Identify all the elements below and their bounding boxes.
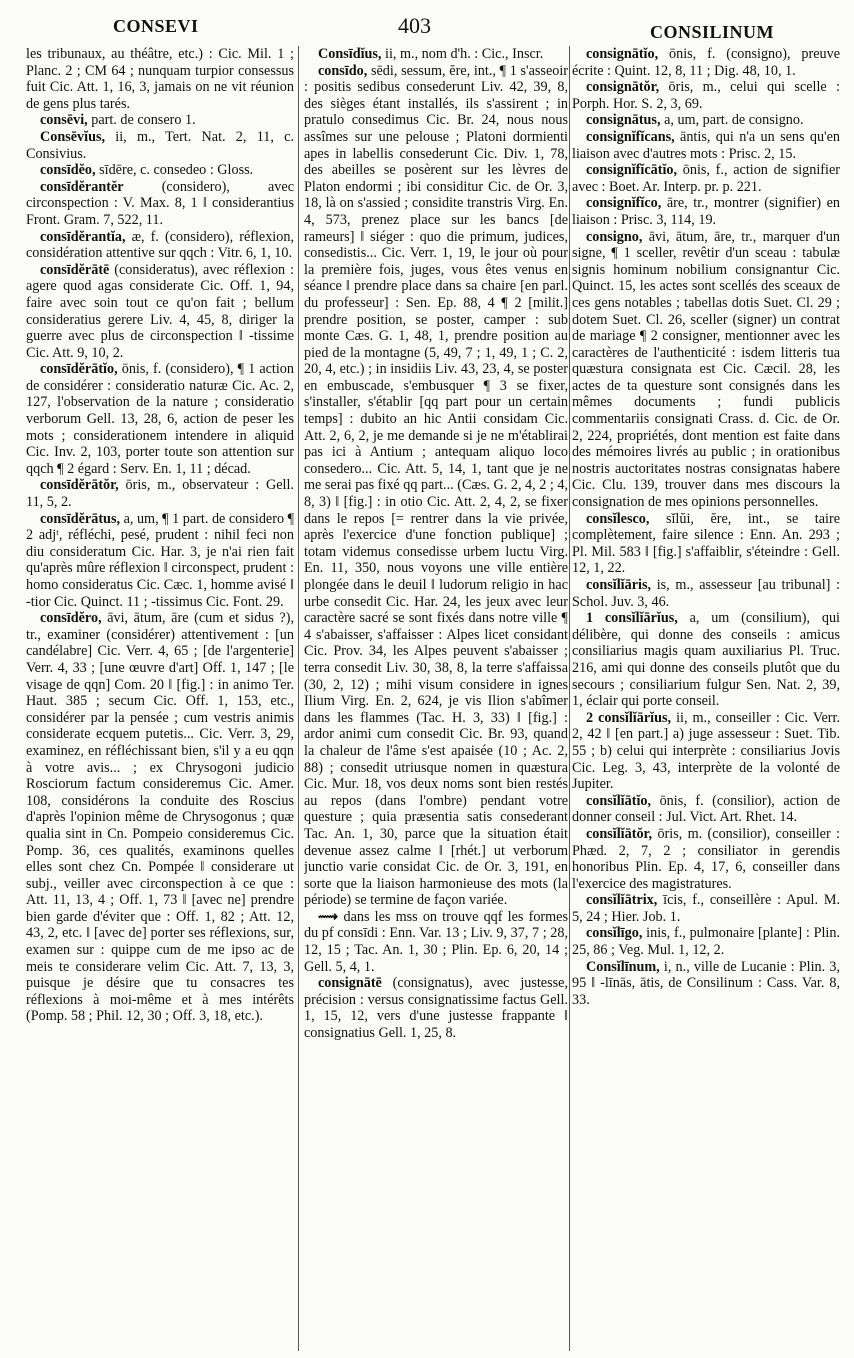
entry-text: ōris, m. (consilior), conseiller : Phæd. 2, 7, 2 ; consiliator in gerendis honoribus Plin. Ep. 4, 17, 6, conseiller dans l'exercice des magistratures. xyxy=(572,825,840,892)
column-divider xyxy=(569,46,570,1351)
dictionary-entry xyxy=(304,975,568,1041)
entry-headword: consēvi, xyxy=(40,112,88,129)
entry-headword: consignĭfĭcans, xyxy=(586,128,675,145)
dictionary-entry xyxy=(26,511,294,611)
header-right-word: CONSILINUM xyxy=(650,22,775,42)
entry-headword: 2 consĭlĭārĭus, xyxy=(586,709,672,726)
entry-headword: consĭlĭātŏr, xyxy=(586,825,653,842)
entry-headword: consīdĕro, xyxy=(40,610,102,627)
dictionary-entry xyxy=(572,46,840,79)
entry-text: ii, m., nom d'h. : Cic., Inscr. xyxy=(381,46,544,62)
entry-headword: ⟿ xyxy=(318,908,339,925)
entry-text: sĭlŭi, ĕre, int., se taire complètement, faire silence : Enn. An. 293 ; Pl. Mil. 583 ‖ [fig.] s'affaiblir, s'éteindre : Gell. 12, 1, 22. xyxy=(572,510,840,577)
entry-headword: consīdĕrātŏr, xyxy=(40,477,119,494)
dictionary-entry xyxy=(572,826,840,892)
entry-text: āntis, qui n'a un sens qu'en liaison avec d'autres mots : Prisc. 2, 15. xyxy=(572,128,840,162)
header-left-word: CONSEVI xyxy=(113,16,199,36)
dictionary-entry xyxy=(26,361,294,477)
entry-text: is, m., assesseur [au tribunal] : Schol. Juv. 3, 46. xyxy=(572,577,840,610)
entry-text: īcis, f., conseillère : Apul. M. 5, 24 ; Hier. Job. 1. xyxy=(572,892,840,925)
entry-text: sēdi, sessum, ĕre, int., ¶ 1 s'asseoir : positis sedibus consederunt Liv. 42, 39, 8, des sièges étant installés, ils s'assirent ; in pratulo consedimus Cic. Br. 24, nous nous assîmes sur une pelouse ; Platoni dormienti apes in labellis consederunt Cic. Div. 1, 78, des abeilles se posèrent sur les lèvres de Platon endormi ; ibi considitur Cic. de Or. 3, 18, là on s'assied ; considite transtris Virg. En. 4, 573, prenez place sur les bancs [de rameurs] ‖ siéger : quo die primum, judices, consedistis... Cic. Verr. 1, 19, le jour où pour la première fois, juges, vous êtes venus en séance ‖ prendre place dans sa chaire [en parl. du professeur] : Sen. Ep. 88, 4 ¶ 2 [milit.] prendre position, se poster, camper : sub monte Cæs. G. 1, 48, 1, prendre position au pied de la montagne (5, 49, 7 ; 1, 49, 1 ; C. 2, 20, 4, etc.) ; in insidiis Liv. 43, 23, 4, se poster en embuscade, s'embusquer ¶ 3 se fixer, s'installer, s'établir [qq part pour un certain temps] : dubito an hic Antii considam Cic. Att. 2, 6, 2, je me demande si je ne m'établirai pas ici à Antium ; antequam aliquo loco consedero... Cic. Att. 5, 14, 1, tant que je ne me serai pas fixé qq part... (Cæs. G. 2, 4, 2 ; 4, 8, 3) ‖ [fig.] : in otio Cic. Att. 2, 4, 2, se fixer dans le repos [= rentrer dans la vie privée, après l'exercice d'une fonction publique] ; totam videmus consedisse urbem luctu Virg. En. 11, 350, nous voyons une ville entière plongée dans le deuil ‖ ludorum religio in hac urbe consedit Cic. Har. 24, les jeux avec leur caractère sacré se sont fixés dans notre ville ¶ 4 s'abaisser, s'affaisser : Alpes licet considant Cic. Prov. 34, les Alpes peuvent s'abaisser ; terra consedit Liv. 30, 38, 8, la terre s'affaissa (30, 2, 12) ; mihi visum considere in ignes Ilium Virg. En. 2, 624, je vis Ilion s'abîmer dans les flammes (Tac. H. 3, 33) ‖ [fig.] : ardor animi cum consedit Cic. Br. 93, quand la chaleur de l'âme s'est apaisée (10 ; Ac. 2, 88) ; consedit utriusque nomen in quæstura Cic. Mur. 18, vos deux noms sont bien restés au repos (dans l'ombre) pendant votre questure ; quia præsentia satis consederant Tac. An. 1, 30, parce que la situation était devenue assez calme ‖ [rhét.] ut verborum junctio varie considat Cic. de Or. 3, 191, en sorte que la liaison harmonieuse des mots (la période) se termine de façon variée. xyxy=(304,62,568,909)
entry-headword: consīdĕrantĕr xyxy=(40,178,124,195)
entry-headword: consīdĕo, xyxy=(40,162,96,179)
entry-headword: consīdĕrantĭa, xyxy=(40,228,126,245)
dictionary-entry xyxy=(26,477,294,510)
entry-headword: consignĭfĭco, xyxy=(586,195,662,212)
page-header xyxy=(0,0,854,44)
entry-text: sīdēre, c. consedeo : Gloss. xyxy=(95,162,254,179)
dictionary-entry xyxy=(572,710,840,793)
dictionary-entry xyxy=(572,577,840,610)
entry-headword: consīdĕrātus, xyxy=(40,510,121,527)
entry-text: ōnis, f. (consigno), preuve écrite : Quint. 12, 8, 11 ; Dig. 48, 10, 1. xyxy=(572,46,840,79)
dictionary-entry xyxy=(572,79,840,112)
dictionary-entry xyxy=(572,162,840,195)
entry-text: a, um, ¶ 1 part. de considero ¶ 2 adjᵗ, réfléchi, pesé, prudent : nihil feci non diu consideratum Cic. Har. 3, je n'ai rien fait qu'après mûre réflexion ‖ circonspect, prudent : homo consideratus Cic. Cæc. 1, homme avisé ‖ -tior Cic. Quinct. 11 ; -tissimus Cic. Font. 29. xyxy=(26,510,294,610)
entry-headword: consĭlĭātĭo, xyxy=(586,792,652,809)
entry-text: ōnis, f. (consilior), action de donner conseil : Jul. Vict. Art. Rhet. 14. xyxy=(572,792,840,826)
entry-headword: Consĭlīnum, xyxy=(586,958,660,975)
entry-text: (considero), avec circonspection : V. Max. 8, 1 ‖ considerantius Front. Gram. 7, 522, 11. xyxy=(26,178,294,228)
entry-text: dans les mss on trouve qqf les formes du pf consīdi : Enn. Var. 13 ; Liv. 9, 37, 7 ; 28, 12, 15 ; Tac. An. 1, 30 ; Plin. Ep. 6, 20, 14 ; Gell. 5, 4, 1. xyxy=(304,908,568,975)
entry-headword: consīdĕrātē xyxy=(40,261,110,278)
column-1 xyxy=(26,46,294,1352)
page-number: 403 xyxy=(398,13,431,38)
entry-text: ii, m., conseiller : Cic. Verr. 2, 42 ‖ [en part.] a) juge assesseur : Suet. Tib. 55 ; b) celui qui interprète : consiliarius Jovis Cic. Leg. 3, 43, interprète de la volonté de Jupiter. xyxy=(572,709,840,793)
dictionary-entry xyxy=(26,112,294,129)
column-2 xyxy=(304,46,568,1352)
entry-headword: consigno, xyxy=(586,228,643,245)
dictionary-entry xyxy=(572,892,840,925)
dictionary-entry xyxy=(572,610,840,710)
entry-text: ōnis, f., action de signifier avec : Boet. Ar. Interp. pr. p. 221. xyxy=(572,162,840,195)
dictionary-entry xyxy=(26,162,294,179)
dictionary-entry xyxy=(304,46,568,63)
column-3 xyxy=(572,46,840,1352)
entry-headword: consignātus, xyxy=(586,112,661,129)
entry-headword: consīdĕrātĭo, xyxy=(40,361,118,378)
entry-headword: 1 consĭlĭārĭus, xyxy=(586,610,678,627)
entry-headword: consignātŏr, xyxy=(586,79,660,96)
entry-text: part. de consero 1. xyxy=(87,112,196,129)
dictionary-entry xyxy=(26,46,294,112)
entry-text: āvi, ātum, āre (cum et sidus ?), tr., examiner (considérer) attentivement : [un candélabre] Cic. Verr. 4, 65 ; [de l'argenterie] Verr. 4, 33 ; [une œuvre d'art] Off. 1, 147 ; [le visage de qqn] Com. 20 ‖ [fig.] : in animo Ter. Haut. 385 ; secum Cic. Off. 1, 153, etc., considérer par la pensée ; cum vestris animis considerate ecquem putetis... Cic. Verr. 3, 29, examinez, en réfléchissant bien, s'il y a eu qqn à votre avis... ; ex Chrysogoni judicio Rosciorum factum consideremus Cic. Amer. 108, considérons la conduite des Roscius d'après l'opinion même de Chrysogonus ; quæ qualia sint in Cn. Pompeio consideremus Cic. Pomp. 36, ces qualités, examinons quelles elles sont chez Cn. Pompée ‖ considerare ut subj., veiller avec circonspection à ce que : Att. 11, 13, 4 ; Off. 1, 73 ‖ [avec ne] prendre bien garde d'éviter que : Off. 1, 82 ; Att. 12, 43, 2, etc. ‖ [avec de] porter ses réflexions, sur, examen sur : quippe cum de me ipso ac de meis te considerare velim Cic. Att. 7, 13, 3, puisque je désire que tu consacres tes réflexions à moi-même et à mes intérêts (Pomp. 58 ; Phil. 12, 30 ; Off. 3, 18, etc.). xyxy=(26,610,294,1025)
column-divider xyxy=(298,46,299,1351)
dictionary-entry xyxy=(26,610,294,1025)
dictionary-entry xyxy=(572,195,840,228)
entry-headword: consignĭfĭcātĭo, xyxy=(586,162,678,179)
dictionary-entry xyxy=(26,129,294,162)
dictionary-entry xyxy=(572,793,840,826)
entry-text: a, um, part. de consigno. xyxy=(660,112,804,129)
entry-text: āre, tr., montrer (signifier) en liaison : Prisc. 3, 114, 19. xyxy=(572,195,840,228)
entry-text: ōris, m., observateur : Gell. 11, 5, 2. xyxy=(26,477,294,511)
entry-headword: Consīdĭus, xyxy=(318,46,382,62)
entry-text: a, um (consilium), qui délibère, qui donne des conseils : amicus consiliarius magis quam auxiliarius Pl. Truc. 216, ami qui donne des conseils plutôt que du secours ; consiliarium fulgur Sen. Nat. 2, 39, 1, éclair qui porte conseil. xyxy=(572,610,840,710)
entry-text: les tribunaux, au théâtre, etc.) : Cic. Mil. 1 ; Planc. 2 ; CM 64 ; nunquam turpior consessus fuit Cic. Att. 1, 16, 3, jamais on ne vit réunion de gens plus tarés. xyxy=(26,46,294,112)
dictionary-entry xyxy=(572,129,840,162)
entry-text: i, n., ville de Lucanie : Plin. 3, 95 ‖ -līnās, ātis, de Consilinum : Cass. Var. 8, 33. xyxy=(572,958,840,1008)
dictionary-entry xyxy=(572,925,840,958)
entry-headword: consĭlesco, xyxy=(586,510,650,527)
entry-headword: consĭlīgo, xyxy=(586,925,643,942)
dictionary-entry xyxy=(572,229,840,511)
entry-headword: consĭlĭātrix, xyxy=(586,892,658,909)
entry-text: āvi, ātum, āre, tr., marquer d'un signe, ¶ 1 sceller, revêtir d'un sceau : tabulæ signis hominum nobilium consignantur Cic. Quinct. 15, les actes sont scellés des sceaux de ces gens notables ; tabellas dotis Suet. Cl. 29 ; dotem Suet. Cl. 26, sceller (signer) un contrat de mariage ¶ 2 consigner, mentionner avec les caractères de l'authenticité : isdem litteris tua quæstura consignata est Cic. Cæcil. 28, les actes de ta questure sont consignés dans les mêmes documents ; fundi publicis commentariis consignati Crass. d. Cic. de Or. 2, 224, propriétés, dont mention est faite dans des mémoires livrés au public ; in orationibus nostris auctoritates nostras consignatas habere Cic. Clu. 139, trouver dans mes discours la consignation de mes opinions personnelles. xyxy=(572,228,840,511)
entry-headword: consīdo, xyxy=(318,62,368,79)
entry-text: æ, f. (considero), réflexion, considération attentive sur qqch : Vitr. 6, 1, 10. xyxy=(26,228,294,262)
entry-headword: consĭlĭāris, xyxy=(586,577,652,593)
dictionary-entry xyxy=(26,262,294,362)
dictionary-entry xyxy=(26,229,294,262)
dictionary-entry xyxy=(304,63,568,909)
dictionary-entry xyxy=(572,511,840,577)
dictionary-entry xyxy=(304,909,568,975)
dictionary-entry xyxy=(572,112,840,129)
entry-headword: consignātē xyxy=(318,975,382,992)
dictionary-entry xyxy=(572,959,840,1009)
entry-text: ōris, m., celui qui scelle : Porph. Hor. S. 2, 3, 69. xyxy=(572,79,840,112)
entry-headword: consignātĭo, xyxy=(586,46,659,62)
entry-text: ii, m., Tert. Nat. 2, 11, c. Consivius. xyxy=(26,128,294,162)
dictionary-entry xyxy=(26,179,294,229)
entry-text: ōnis, f. (considero), ¶ 1 action de considérer : consideratio naturæ Cic. Ac. 2, 127, l'observation de la nature ; consideratio verborum Gell. 13, 28, 6, action de peser les mots ; considerationem intendere in aliquid Cic. Inv. 2, 103, porter toute son attention sur qqch ¶ 2 égard : Serv. En. 1, 11 ; décad. xyxy=(26,361,294,477)
entry-headword: Consēvĭus, xyxy=(40,128,106,145)
entry-text: (consideratus), avec réflexion : agere quod agas considerate Cic. Off. 1, 94, faire avec soin tout ce qu'on fait ; bellum consideratius gerere Liv. 4, 45, 8, diriger la guerre avec plus de circonspection ‖ -tissime Cic. Att. 9, 10, 2. xyxy=(26,261,294,361)
entry-text: (consignatus), avec justesse, précision : versus consignatissime factus Gell. 1, 15, 12, vers d'une justesse frappante ‖ consignatius Gell. 1, 25, 8. xyxy=(304,975,568,1042)
entry-text: inis, f., pulmonaire [plante] : Plin. 25, 86 ; Veg. Mul. 1, 12, 2. xyxy=(572,925,840,959)
